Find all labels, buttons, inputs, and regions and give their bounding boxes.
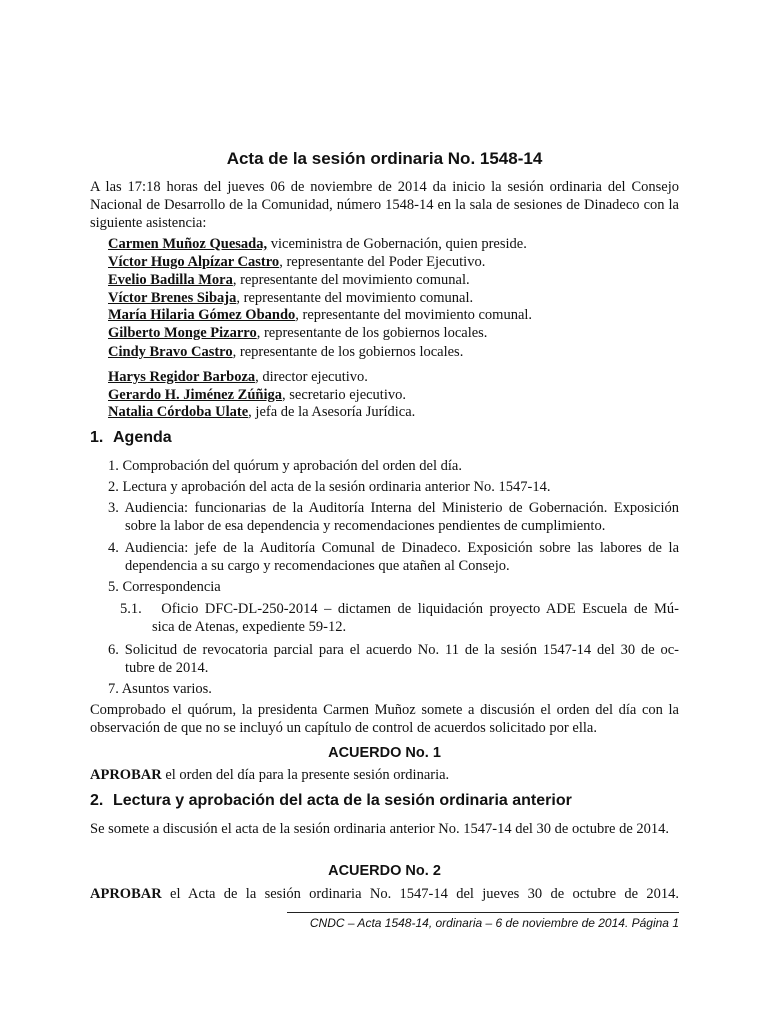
footer-divider [287, 912, 679, 913]
staff-role: , jefa de la Asesoría Jurídica. [248, 404, 416, 420]
attendee-role: , representante del movimiento comunal. [236, 290, 474, 306]
agenda-item-text-continued: tubre de 2014. [125, 660, 209, 676]
agenda-subitem [120, 600, 679, 636]
agenda-subitem-text: Oficio DFC-DL-250-2014 – dictamen de liquidación proyecto ADE Escuela de Mú- [161, 601, 680, 617]
agenda-item-number: 1. [108, 458, 119, 474]
agenda-item-number: 6. [108, 642, 119, 658]
agenda-item [108, 457, 679, 475]
attendee-line [108, 271, 678, 289]
staff-line [108, 368, 678, 386]
agenda-item-text: Lectura y aprobación del acta de la sesión ordinaria anterior No. 1547-14. [122, 479, 551, 495]
attendee-line [108, 324, 678, 342]
attendee-role: , representante de los gobiernos locales. [232, 344, 464, 360]
agenda-item-text: Solicitud de revocatoria parcial para el acuerdo No. 11 de la sesión 1547-14 del 30 de oc- [124, 642, 680, 658]
attendee-line [108, 343, 678, 361]
agenda-item-text: Correspondencia [122, 579, 221, 595]
attendee-role: , representante del Poder Ejecutivo. [279, 254, 486, 270]
acuerdo-2-body: el Acta de la sesión ordinaria No. 1547-14 del jueves 30 de octubre de 2014. [161, 886, 679, 902]
attendee-role: , representante de los gobiernos locales. [256, 325, 488, 341]
acuerdo-1-heading: ACUERDO No. 1 [328, 745, 441, 761]
attendee-name: Víctor Brenes Sibaja [108, 290, 237, 306]
acuerdo-1-text [90, 766, 679, 784]
attendee-name: Carmen Muñoz Quesada, [108, 236, 268, 252]
section-heading-agenda [90, 429, 172, 447]
agenda-item [108, 499, 679, 535]
attendee-name: María Hilaria Gómez Obando [108, 307, 296, 323]
attendee-line [108, 306, 678, 324]
agenda-subitem-number: 5.1. [120, 601, 142, 617]
staff-line [108, 386, 678, 404]
agenda-item [108, 539, 679, 575]
agenda-item [108, 478, 679, 496]
acuerdo-2-text [90, 885, 679, 903]
section-number: 2. [90, 792, 104, 809]
agenda-item-number: 7. [108, 681, 119, 697]
attendee-role: , representante del movimiento comunal. [232, 272, 470, 288]
agenda-item-number: 2. [108, 479, 119, 495]
acuerdo-2-heading: ACUERDO No. 2 [328, 863, 441, 879]
attendee-name: Cindy Bravo Castro [108, 344, 233, 360]
quorum-paragraph: Comprobado el quórum, la presidenta Carmen Muñoz somete a discusión el orden del día con la observación de que no se incluyó un capítulo de control de acuerdos solicitado por ella. [90, 702, 679, 736]
staff-line [108, 403, 678, 421]
attendee-name: Gilberto Monge Pizarro [108, 325, 257, 341]
agenda-item-text: Asuntos varios. [121, 681, 212, 697]
agenda-subitem-text-continued: sica de Atenas, expediente 59-12. [152, 619, 347, 635]
section-title: Agenda [113, 429, 172, 446]
agenda-item-number: 5. [108, 579, 119, 595]
agenda-item [108, 680, 679, 698]
attendee-role: , representante del movimiento comunal. [295, 307, 533, 323]
agenda-item-number: 4. [108, 540, 119, 556]
agenda-item [108, 641, 679, 677]
agenda-item-text-continued: sobre la labor de esa dependencia y recomendaciones pendientes de cumplimiento. [125, 518, 606, 534]
acuerdo-1-body: el orden del día para la presente sesión ordinaria. [161, 767, 450, 783]
section-2-paragraph: Se somete a discusión el acta de la sesión ordinaria anterior No. 1547-14 del 30 de octubre de 2014. [90, 821, 670, 837]
agenda-item [108, 578, 679, 596]
staff-role: , secretario ejecutivo. [282, 387, 406, 403]
agenda-item-text: Audiencia: jefe de la Auditoría Comunal de Dinadeco. Exposición sobre las labores de la [124, 540, 680, 556]
staff-name: Natalia Córdoba Ulate [108, 404, 249, 420]
staff-role: , director ejecutivo. [255, 369, 368, 385]
attendee-name: Evelio Badilla Mora [108, 272, 233, 288]
intro-paragraph: A las 17:18 horas del jueves 06 de noviembre de 2014 da inicio la sesión ordinaria del Consejo Nacional de Desarrollo de la Comunidad, número 1548-14 en la sala de sesiones de Dinadeco con la siguiente asistencia: [90, 179, 679, 231]
agenda-item-text: Comprobación del quórum y aprobación del orden del día. [122, 458, 462, 474]
staff-name: Gerardo H. Jiménez Zúñiga [108, 387, 282, 403]
section-title: Lectura y aprobación del acta de la sesión ordinaria anterior [113, 792, 572, 809]
acuerdo-1-verb: APROBAR [90, 767, 162, 783]
attendee-line [108, 289, 678, 307]
attendee-name: Víctor Hugo Alpízar Castro [108, 254, 280, 270]
acuerdo-2-verb: APROBAR [90, 886, 162, 902]
attendee-role: viceministra de Gobernación, quien preside. [267, 236, 527, 252]
document-title: Acta de la sesión ordinaria No. 1548-14 [226, 149, 543, 168]
agenda-item-number: 3. [108, 500, 119, 516]
section-heading-lectura [90, 792, 572, 810]
section-number: 1. [90, 429, 104, 446]
staff-name: Harys Regidor Barboza [108, 369, 256, 385]
agenda-item-text-continued: dependencia a su cargo y recomendaciones que atañen al Consejo. [125, 558, 510, 574]
attendee-line [108, 253, 678, 271]
page-footer: CNDC – Acta 1548-14, ordinaria – 6 de noviembre de 2014. Página 1 [309, 916, 679, 930]
attendee-line [108, 235, 678, 253]
agenda-item-text: Audiencia: funcionarias de la Auditoría Interna del Ministerio de Gobernación. Exposición [124, 500, 680, 516]
